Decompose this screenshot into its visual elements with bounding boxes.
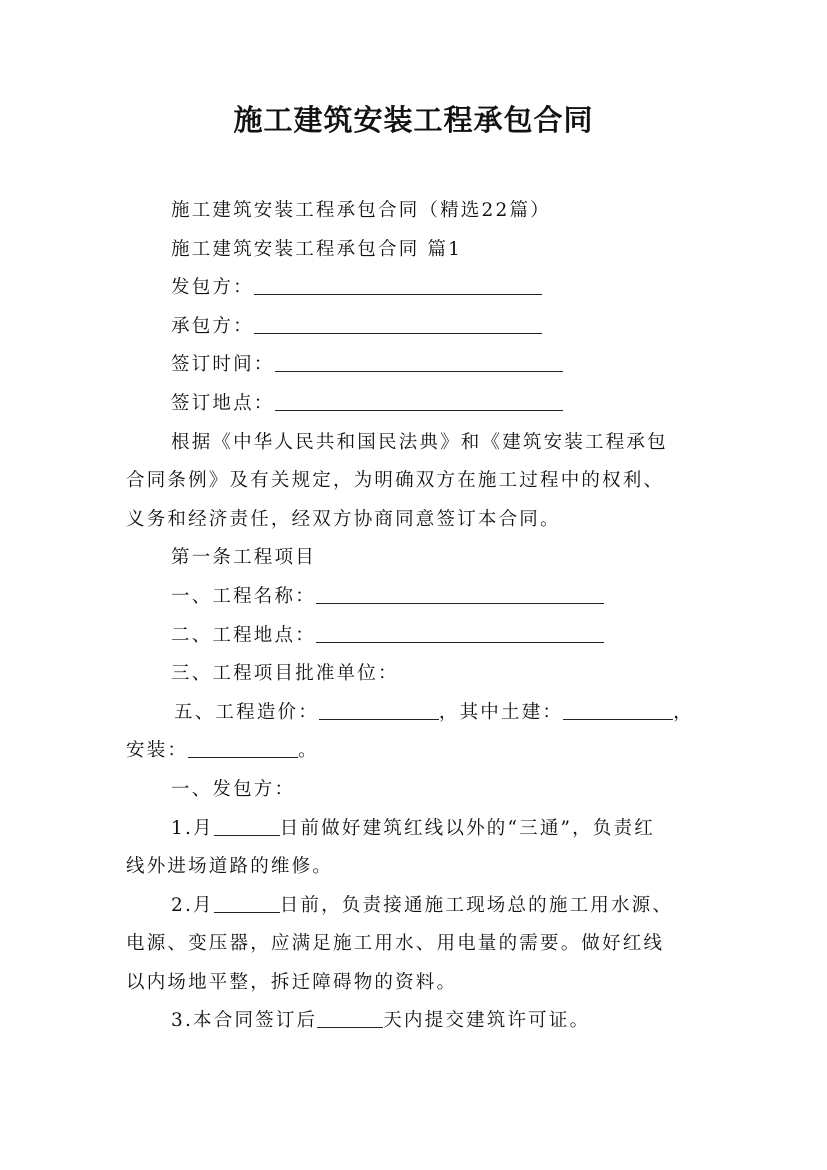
- party-a-line: [126, 269, 726, 308]
- preamble-line-3: 义务和经济责任，经双方协商同意签订本合同。: [126, 508, 561, 530]
- sign-place-label: 签订地点：: [171, 392, 275, 414]
- item-5-label: 五、工程造价：: [174, 701, 319, 723]
- civil-blank: [563, 695, 673, 720]
- document-body: [126, 192, 726, 1041]
- item-1-line: [126, 578, 726, 617]
- duty-2-rest: 日前，负责接通施工现场总的施工用水源、: [279, 894, 674, 916]
- install-end: 。: [298, 740, 319, 762]
- party-a-label: 发包方：: [171, 277, 254, 299]
- preamble-line-1: 根据《中华人民共和国民法典》和《建筑安装工程承包: [171, 431, 668, 453]
- install-blank: [188, 733, 298, 758]
- sign-time-line: [126, 346, 726, 385]
- party-b-label: 承包方：: [171, 315, 254, 337]
- duty-2-blank: [214, 888, 280, 913]
- duty-1-rest: 日前做好建筑红线以外的“三通”，负责红: [279, 817, 655, 839]
- preamble-line-2: 合同条例》及有关规定，为明确双方在施工过程中的权利、: [126, 470, 665, 492]
- duty-2-line-2: 电源、变压器，应满足施工用水、用电量的需要。做好红线: [126, 933, 665, 955]
- party-a-blank: [254, 270, 542, 295]
- duty-2-line: [126, 887, 726, 926]
- duty-2-start: 2.月: [171, 894, 214, 916]
- item-3-label: 三、工程项目批准单位：: [171, 663, 399, 685]
- item-2-line: [126, 617, 726, 656]
- party-a-duties-heading: 一、发包方：: [171, 778, 296, 800]
- document-title: 施工建筑安装工程承包合同: [233, 103, 594, 137]
- party-b-blank: [254, 309, 542, 334]
- item-1-label: 一、工程名称：: [171, 585, 316, 607]
- party-b-line: [126, 308, 726, 347]
- sign-time-label: 签订时间：: [171, 354, 275, 376]
- duty-3-line: [126, 1002, 726, 1041]
- install-line: [126, 732, 726, 771]
- cost-blank: [319, 695, 439, 720]
- item-2-label: 二、工程地点：: [171, 624, 316, 646]
- section-heading: 施工建筑安装工程承包合同 篇1: [171, 238, 463, 260]
- duty-3-blank: [317, 1003, 383, 1028]
- duty-1-line: [126, 810, 726, 849]
- sign-place-blank: [275, 386, 563, 411]
- duty-1-line-2: 线外进场道路的维修。: [126, 856, 334, 878]
- document-subtitle: 施工建筑安装工程承包合同（精选22篇）: [171, 200, 551, 221]
- duty-2-line-3: 以内场地平整，拆迁障碍物的资料。: [126, 971, 458, 993]
- item-3-line: [126, 655, 726, 694]
- sign-time-blank: [275, 347, 563, 372]
- item-5-mid: ，其中土建：: [438, 701, 564, 723]
- item-5-end: ，: [673, 701, 694, 723]
- install-label: 安装：: [126, 740, 189, 762]
- item-2-blank: [316, 618, 604, 643]
- duty-3-start: 3.本合同签订后: [171, 1010, 318, 1032]
- sign-place-line: [126, 385, 726, 424]
- duty-1-start: 1.月: [171, 817, 214, 839]
- item-1-blank: [316, 579, 604, 604]
- article-1-heading: 第一条工程项目: [171, 547, 316, 569]
- item-5-line: [126, 694, 726, 733]
- duty-1-blank: [214, 811, 280, 836]
- duty-3-rest: 天内提交建筑许可证。: [383, 1010, 591, 1032]
